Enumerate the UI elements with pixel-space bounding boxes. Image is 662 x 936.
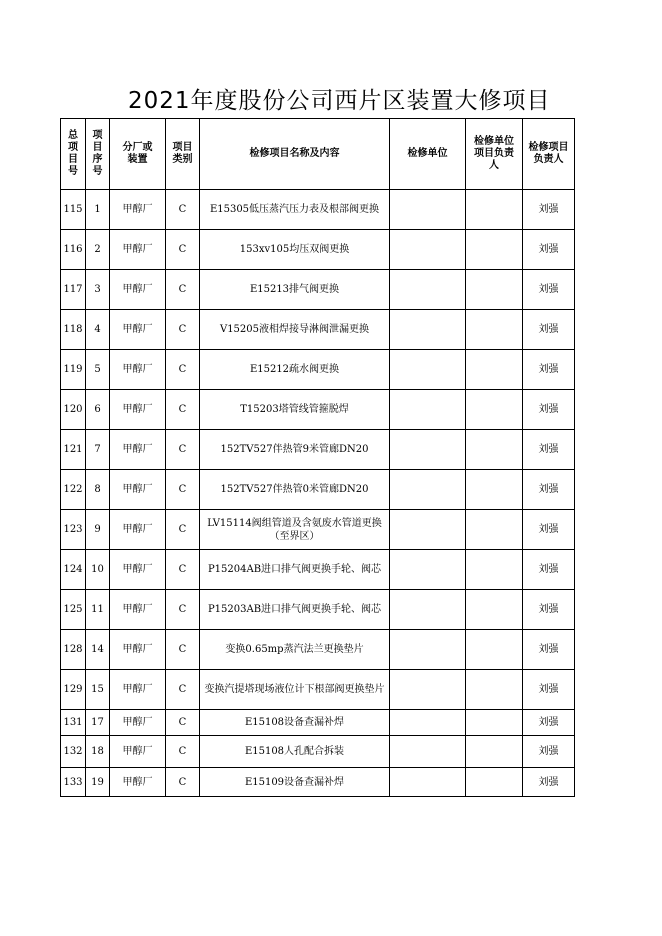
unit-cell xyxy=(390,510,466,550)
item-name-cell: E15305低压蒸汽压力表及根部阀更换 xyxy=(200,190,390,230)
unit-leader-cell xyxy=(466,230,523,270)
factory-cell: 甲醇厂 xyxy=(110,190,166,230)
unit-leader-cell xyxy=(466,270,523,310)
factory-cell: 甲醇厂 xyxy=(110,510,166,550)
table-row xyxy=(61,510,575,550)
total-no-cell: 124 xyxy=(61,550,86,590)
header-row xyxy=(61,119,575,190)
category-cell: C xyxy=(166,550,200,590)
seq-no-cell: 9 xyxy=(86,510,110,550)
seq-no-cell: 17 xyxy=(86,710,110,736)
unit-leader-cell xyxy=(466,310,523,350)
category-cell: C xyxy=(166,768,200,797)
total-no-cell: 118 xyxy=(61,310,86,350)
seq-no-cell: 7 xyxy=(86,430,110,470)
seq-no-cell: 8 xyxy=(86,470,110,510)
unit-cell xyxy=(390,670,466,710)
unit-leader-cell xyxy=(466,710,523,736)
seq-no-cell: 11 xyxy=(86,590,110,630)
table-row xyxy=(61,670,575,710)
unit-leader-cell xyxy=(466,768,523,797)
category-cell: C xyxy=(166,390,200,430)
factory-cell: 甲醇厂 xyxy=(110,768,166,797)
maintenance-items-table xyxy=(60,118,575,797)
unit-leader-cell xyxy=(466,670,523,710)
item-name-cell: 变换0.65mp蒸汽法兰更换垫片 xyxy=(200,630,390,670)
unit-cell xyxy=(390,390,466,430)
item-name-cell: P15203AB进口排气阀更换手轮、阀芯 xyxy=(200,590,390,630)
unit-cell xyxy=(390,630,466,670)
table-row xyxy=(61,430,575,470)
factory-cell: 甲醇厂 xyxy=(110,710,166,736)
total-no-cell: 128 xyxy=(61,630,86,670)
item-leader-cell: 刘强 xyxy=(523,470,575,510)
factory-cell: 甲醇厂 xyxy=(110,736,166,768)
item-name-cell: 变换汽提塔现场液位计下根部阀更换垫片 xyxy=(200,670,390,710)
factory-cell: 甲醇厂 xyxy=(110,310,166,350)
category-cell: C xyxy=(166,736,200,768)
category-cell: C xyxy=(166,710,200,736)
seq-no-cell: 14 xyxy=(86,630,110,670)
header-total-no: 总项目号 xyxy=(61,119,86,190)
unit-cell xyxy=(390,230,466,270)
item-name-cell: E15212疏水阀更换 xyxy=(200,350,390,390)
item-leader-cell: 刘强 xyxy=(523,670,575,710)
unit-leader-cell xyxy=(466,390,523,430)
total-no-cell: 121 xyxy=(61,430,86,470)
table-row xyxy=(61,190,575,230)
item-name-cell: T15203塔管线管箍脱焊 xyxy=(200,390,390,430)
seq-no-cell: 5 xyxy=(86,350,110,390)
unit-leader-cell xyxy=(466,190,523,230)
unit-cell xyxy=(390,768,466,797)
unit-cell xyxy=(390,430,466,470)
item-name-cell: LV15114阀组管道及含氨废水管道更换（至界区） xyxy=(200,510,390,550)
item-leader-cell: 刘强 xyxy=(523,310,575,350)
item-leader-cell: 刘强 xyxy=(523,270,575,310)
category-cell: C xyxy=(166,510,200,550)
category-cell: C xyxy=(166,430,200,470)
total-no-cell: 129 xyxy=(61,670,86,710)
table-row xyxy=(61,710,575,736)
seq-no-cell: 19 xyxy=(86,768,110,797)
factory-cell: 甲醇厂 xyxy=(110,230,166,270)
unit-leader-cell xyxy=(466,430,523,470)
item-leader-cell: 刘强 xyxy=(523,230,575,270)
category-cell: C xyxy=(166,470,200,510)
unit-cell xyxy=(390,550,466,590)
header-unit-leader: 检修单位项目负责人 xyxy=(466,119,523,190)
item-name-cell: E15213排气阀更换 xyxy=(200,270,390,310)
header-unit: 检修单位 xyxy=(390,119,466,190)
seq-no-cell: 6 xyxy=(86,390,110,430)
category-cell: C xyxy=(166,270,200,310)
seq-no-cell: 2 xyxy=(86,230,110,270)
unit-leader-cell xyxy=(466,510,523,550)
item-leader-cell: 刘强 xyxy=(523,390,575,430)
category-cell: C xyxy=(166,190,200,230)
item-leader-cell: 刘强 xyxy=(523,630,575,670)
seq-no-cell: 1 xyxy=(86,190,110,230)
unit-leader-cell xyxy=(466,736,523,768)
item-leader-cell: 刘强 xyxy=(523,768,575,797)
header-item-leader: 检修项目负责人 xyxy=(523,119,575,190)
header-seq-no: 项目序号 xyxy=(86,119,110,190)
unit-cell xyxy=(390,310,466,350)
item-leader-cell: 刘强 xyxy=(523,590,575,630)
unit-cell xyxy=(390,590,466,630)
item-name-cell: 153xv105均压双阀更换 xyxy=(200,230,390,270)
table-row xyxy=(61,768,575,797)
factory-cell: 甲醇厂 xyxy=(110,550,166,590)
item-leader-cell: 刘强 xyxy=(523,710,575,736)
total-no-cell: 116 xyxy=(61,230,86,270)
item-leader-cell: 刘强 xyxy=(523,550,575,590)
total-no-cell: 117 xyxy=(61,270,86,310)
category-cell: C xyxy=(166,350,200,390)
factory-cell: 甲醇厂 xyxy=(110,390,166,430)
table-row xyxy=(61,230,575,270)
factory-cell: 甲醇厂 xyxy=(110,590,166,630)
header-category: 项目类别 xyxy=(166,119,200,190)
total-no-cell: 123 xyxy=(61,510,86,550)
item-name-cell: 152TV527伴热管9米管廊DN20 xyxy=(200,430,390,470)
item-name-cell: E15108人孔配合拆装 xyxy=(200,736,390,768)
category-cell: C xyxy=(166,590,200,630)
table-row xyxy=(61,390,575,430)
total-no-cell: 115 xyxy=(61,190,86,230)
document-title: 2021年度股份公司西片区装置大修项目 xyxy=(128,88,551,114)
factory-cell: 甲醇厂 xyxy=(110,670,166,710)
total-no-cell: 131 xyxy=(61,710,86,736)
item-name-cell: E15108设备查漏补焊 xyxy=(200,710,390,736)
category-cell: C xyxy=(166,310,200,350)
factory-cell: 甲醇厂 xyxy=(110,630,166,670)
unit-leader-cell xyxy=(466,470,523,510)
total-no-cell: 132 xyxy=(61,736,86,768)
seq-no-cell: 15 xyxy=(86,670,110,710)
table-row xyxy=(61,350,575,390)
item-name-cell: E15109设备查漏补焊 xyxy=(200,768,390,797)
category-cell: C xyxy=(166,670,200,710)
factory-cell: 甲醇厂 xyxy=(110,350,166,390)
unit-cell xyxy=(390,736,466,768)
table-row xyxy=(61,590,575,630)
total-no-cell: 119 xyxy=(61,350,86,390)
category-cell: C xyxy=(166,230,200,270)
table-row xyxy=(61,630,575,670)
factory-cell: 甲醇厂 xyxy=(110,270,166,310)
item-leader-cell: 刘强 xyxy=(523,430,575,470)
unit-leader-cell xyxy=(466,630,523,670)
item-name-cell: V15205液相焊接导淋阀泄漏更换 xyxy=(200,310,390,350)
unit-cell xyxy=(390,710,466,736)
category-cell: C xyxy=(166,630,200,670)
total-no-cell: 122 xyxy=(61,470,86,510)
unit-leader-cell xyxy=(466,590,523,630)
header-factory: 分厂或装置 xyxy=(110,119,166,190)
seq-no-cell: 10 xyxy=(86,550,110,590)
item-leader-cell: 刘强 xyxy=(523,736,575,768)
table-row xyxy=(61,310,575,350)
item-leader-cell: 刘强 xyxy=(523,510,575,550)
item-leader-cell: 刘强 xyxy=(523,190,575,230)
unit-cell xyxy=(390,190,466,230)
unit-cell xyxy=(390,270,466,310)
unit-leader-cell xyxy=(466,550,523,590)
unit-cell xyxy=(390,350,466,390)
total-no-cell: 120 xyxy=(61,390,86,430)
total-no-cell: 133 xyxy=(61,768,86,797)
unit-leader-cell xyxy=(466,350,523,390)
item-name-cell: 152TV527伴热管0米管廊DN20 xyxy=(200,470,390,510)
seq-no-cell: 3 xyxy=(86,270,110,310)
seq-no-cell: 18 xyxy=(86,736,110,768)
item-name-cell: P15204AB进口排气阀更换手轮、阀芯 xyxy=(200,550,390,590)
seq-no-cell: 4 xyxy=(86,310,110,350)
table-row xyxy=(61,736,575,768)
factory-cell: 甲醇厂 xyxy=(110,470,166,510)
total-no-cell: 125 xyxy=(61,590,86,630)
header-item-name: 检修项目名称及内容 xyxy=(200,119,390,190)
table-row xyxy=(61,550,575,590)
table-row xyxy=(61,270,575,310)
factory-cell: 甲醇厂 xyxy=(110,430,166,470)
item-leader-cell: 刘强 xyxy=(523,350,575,390)
unit-cell xyxy=(390,470,466,510)
table-row xyxy=(61,470,575,510)
